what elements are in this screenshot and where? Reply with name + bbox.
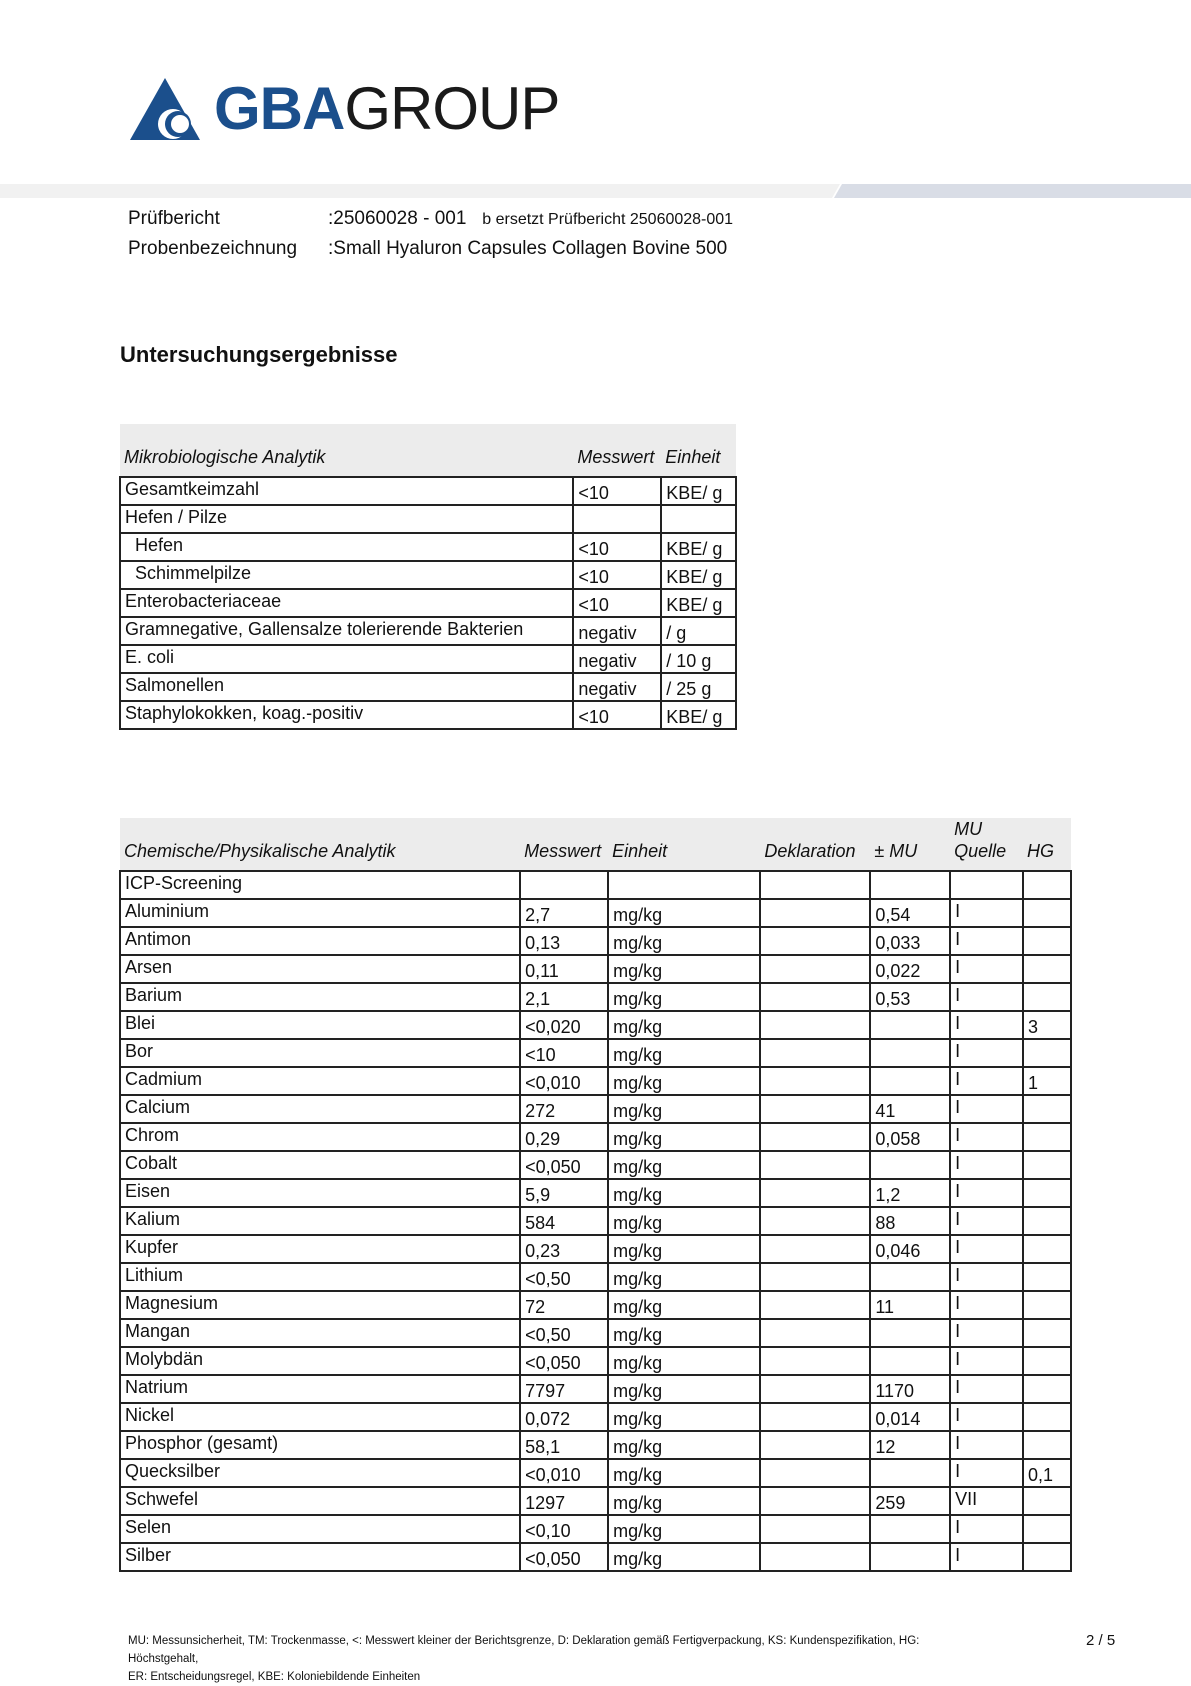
chem-cell-name: Kupfer [120,1235,520,1263]
micro-cell-unit: KBE/ g [661,533,736,561]
chem-cell-mu-source: I [950,983,1023,1011]
chem-cell-mu-source: I [950,927,1023,955]
table-row [120,1011,1071,1039]
chem-cell-name: Antimon [120,927,520,955]
chem-cell-hg [1023,1263,1071,1291]
chem-cell-value: <0,10 [520,1515,608,1543]
micro-cell-unit: / 25 g [661,673,736,701]
chem-cell-declaration [760,927,870,955]
chem-cell-hg [1023,1123,1071,1151]
chem-cell-value: <0,010 [520,1459,608,1487]
chem-cell-name: Bor [120,1039,520,1067]
table-row [120,1431,1071,1459]
micro-cell-unit: KBE/ g [661,701,736,729]
chem-cell-mu: 0,022 [870,955,950,983]
chem-cell-value: 5,9 [520,1179,608,1207]
chem-cell-name: Cadmium [120,1067,520,1095]
chem-cell-name: Arsen [120,955,520,983]
table-row [120,1487,1071,1515]
chem-cell-unit: mg/kg [608,1431,760,1459]
chem-cell-mu: 11 [870,1291,950,1319]
chem-cell-unit: mg/kg [608,899,760,927]
chem-cell-mu [870,1011,950,1039]
chem-cell-declaration [760,1543,870,1571]
chem-cell-name: Cobalt [120,1151,520,1179]
table-row [120,673,736,701]
table-row [120,645,736,673]
chem-header-mu-source: MU Quelle [950,818,1023,871]
chem-cell-mu [870,1263,950,1291]
chem-cell-mu-source: VII [950,1487,1023,1515]
chem-cell-unit: mg/kg [608,1095,760,1123]
chem-cell-mu: 0,014 [870,1403,950,1431]
chem-cell-declaration [760,899,870,927]
table-row [120,1067,1071,1095]
chem-cell-mu: 0,53 [870,983,950,1011]
chem-cell-declaration [760,1347,870,1375]
chem-cell-name: Phosphor (gesamt) [120,1431,520,1459]
chem-cell-name: Magnesium [120,1291,520,1319]
chem-cell-declaration [760,1151,870,1179]
chem-cell-hg [1023,927,1071,955]
micro-cell-name: Hefen [120,533,573,561]
chem-cell-name: Mangan [120,1319,520,1347]
chem-cell-unit: mg/kg [608,1291,760,1319]
section-title: Untersuchungsergebnisse [120,342,398,367]
chem-cell-mu-source: I [950,1347,1023,1375]
chem-cell-value: 0,13 [520,927,608,955]
chem-cell-mu-source: I [950,1123,1023,1151]
chem-cell-name: Eisen [120,1179,520,1207]
chem-cell-hg: 3 [1023,1011,1071,1039]
chem-cell-mu-source: I [950,899,1023,927]
chem-cell-hg [1023,1347,1071,1375]
chem-cell-value: <0,50 [520,1319,608,1347]
chem-cell-mu: 41 [870,1095,950,1123]
table-row [120,1515,1071,1543]
micro-header-row [120,424,736,477]
micro-cell-value: negativ [573,673,661,701]
micro-cell-unit: KBE/ g [661,477,736,505]
chem-cell-mu [870,1067,950,1095]
chem-cell-value: <0,050 [520,1543,608,1571]
table-row [120,1207,1071,1235]
chem-cell-unit: mg/kg [608,1179,760,1207]
chem-cell-value: 584 [520,1207,608,1235]
table-row [120,899,1071,927]
chem-cell-value: <0,050 [520,1151,608,1179]
chem-cell-unit: mg/kg [608,1235,760,1263]
chem-cell-hg [1023,1039,1071,1067]
table-row [120,983,1071,1011]
chem-cell-declaration [760,1067,870,1095]
chem-cell-name: Natrium [120,1375,520,1403]
chem-header-row [120,818,1071,871]
footer-line-2: ER: Entscheidungsregel, KBE: Koloniebildende Einheiten [128,1671,421,1683]
micro-header-value: Messwert [573,424,661,477]
chem-cell-declaration [760,1011,870,1039]
table-row [120,1235,1071,1263]
micro-header-analysis: Mikrobiologische Analytik [120,424,573,477]
chem-cell-value: 2,7 [520,899,608,927]
chem-cell-unit: mg/kg [608,1487,760,1515]
micro-cell-unit: KBE/ g [661,589,736,617]
chem-cell-value: 0,11 [520,955,608,983]
chem-cell-declaration [760,1095,870,1123]
chem-cell-unit: mg/kg [608,1459,760,1487]
chem-cell-declaration [760,1179,870,1207]
footer-line-1: MU: Messunsicherheit, TM: Trockenmasse, <: Messwert kleiner der Berichtsgrenze, D: Deklaration gemäß Fertigverpackung, KS: Kundenspezifikation, HG: Höchstgehalt, [128,1635,920,1665]
report-number: :25060028 - 001 b ersetzt Prüfbericht 25060028-001 [328,208,734,229]
table-row [120,477,736,505]
chem-cell-name: Quecksilber [120,1459,520,1487]
table-row [120,1543,1071,1571]
table-row [120,871,1071,899]
chem-cell-declaration [760,1039,870,1067]
chem-cell-hg [1023,1543,1071,1571]
chem-cell-unit: mg/kg [608,1011,760,1039]
chem-cell-unit: mg/kg [608,1403,760,1431]
table-row [120,533,736,561]
chem-cell-hg [1023,1179,1071,1207]
gba-triangle-logo-icon [130,78,200,140]
chem-cell-mu-source: I [950,1151,1023,1179]
chem-cell-mu: 0,54 [870,899,950,927]
micro-cell-unit [661,505,736,533]
table-row [120,955,1071,983]
table-row [120,1095,1071,1123]
chem-cell-mu: 12 [870,1431,950,1459]
chem-cell-mu: 0,046 [870,1235,950,1263]
chem-cell-value: <0,50 [520,1263,608,1291]
chem-cell-mu-source: I [950,1515,1023,1543]
chem-cell-hg [1023,1431,1071,1459]
table-row [120,1375,1071,1403]
sample-name: :Small Hyaluron Capsules Collagen Bovine 500 [328,238,728,259]
micro-cell-value: <10 [573,477,661,505]
chem-cell-declaration [760,1123,870,1151]
chem-cell-unit: mg/kg [608,927,760,955]
chem-cell-hg [1023,1095,1071,1123]
chem-cell-unit: mg/kg [608,955,760,983]
chem-cell-name: Barium [120,983,520,1011]
chem-cell-declaration [760,1403,870,1431]
table-row [120,1403,1071,1431]
table-row [120,589,736,617]
table-row [120,1039,1071,1067]
chem-cell-mu: 0,033 [870,927,950,955]
chem-cell-declaration [760,1431,870,1459]
chem-cell-unit: mg/kg [608,1263,760,1291]
chem-cell-declaration [760,1375,870,1403]
chem-cell-name: Calcium [120,1095,520,1123]
chem-header-value: Messwert [520,818,608,871]
chem-cell-mu [870,1347,950,1375]
chem-cell-hg [1023,899,1071,927]
chem-cell-hg [1023,1235,1071,1263]
table-row [120,505,736,533]
chem-cell-name: Schwefel [120,1487,520,1515]
chem-cell-declaration [760,955,870,983]
chem-cell-mu-source [950,871,1023,899]
chem-cell-mu-source: I [950,1179,1023,1207]
chem-cell-mu: 1170 [870,1375,950,1403]
chem-cell-mu-source: I [950,1431,1023,1459]
chem-cell-declaration [760,1459,870,1487]
chem-cell-value: <0,020 [520,1011,608,1039]
chem-cell-mu-source: I [950,955,1023,983]
micro-cell-unit: KBE/ g [661,561,736,589]
chem-cell-hg [1023,1291,1071,1319]
chem-cell-mu: 259 [870,1487,950,1515]
chem-cell-name: Lithium [120,1263,520,1291]
chem-cell-value: 7797 [520,1375,608,1403]
chem-cell-name: Aluminium [120,899,520,927]
chem-cell-hg: 0,1 [1023,1459,1071,1487]
chem-cell-declaration [760,1515,870,1543]
chem-cell-unit: mg/kg [608,1123,760,1151]
chem-table [119,818,1072,1572]
chem-cell-name: ICP-Screening [120,871,520,899]
chem-cell-value: 272 [520,1095,608,1123]
company-logo [130,74,559,144]
chem-cell-name: Kalium [120,1207,520,1235]
chem-cell-mu [870,1151,950,1179]
chem-cell-hg [1023,955,1071,983]
table-row [120,1151,1071,1179]
micro-cell-unit: / 10 g [661,645,736,673]
chem-cell-mu-source: I [950,1291,1023,1319]
chem-cell-hg [1023,1319,1071,1347]
chem-cell-declaration [760,1319,870,1347]
chem-cell-unit: mg/kg [608,1207,760,1235]
footer-legend [128,1632,988,1686]
micro-cell-value: negativ [573,645,661,673]
micro-cell-name: Salmonellen [120,673,573,701]
chem-cell-declaration [760,871,870,899]
table-row [120,1263,1071,1291]
micro-header-unit: Einheit [661,424,736,477]
chem-cell-hg [1023,1151,1071,1179]
micro-table [119,424,737,730]
micro-cell-name: Hefen / Pilze [120,505,573,533]
chem-cell-unit: mg/kg [608,1319,760,1347]
chem-cell-mu [870,1459,950,1487]
chem-cell-unit [608,871,760,899]
micro-cell-name: Gesamtkeimzahl [120,477,573,505]
table-row [120,1291,1071,1319]
chem-cell-declaration [760,1263,870,1291]
chem-cell-mu-source: I [950,1067,1023,1095]
chem-cell-name: Nickel [120,1403,520,1431]
chem-cell-mu [870,1319,950,1347]
chem-cell-hg: 1 [1023,1067,1071,1095]
header-band [0,184,1191,198]
chem-cell-unit: mg/kg [608,983,760,1011]
chem-cell-value: 0,29 [520,1123,608,1151]
chem-cell-mu-source: I [950,1459,1023,1487]
chem-cell-value: 2,1 [520,983,608,1011]
report-replaces: b ersetzt Prüfbericht 25060028-001 [482,211,734,228]
chem-cell-value: <10 [520,1039,608,1067]
chem-cell-declaration [760,1487,870,1515]
table-row [120,927,1071,955]
table-row [120,1347,1071,1375]
micro-cell-value: negativ [573,617,661,645]
table-row [120,1179,1071,1207]
chem-cell-name: Silber [120,1543,520,1571]
chem-cell-hg [1023,1487,1071,1515]
chem-cell-hg [1023,1403,1071,1431]
micro-cell-name: Schimmelpilze [120,561,573,589]
micro-cell-value: <10 [573,701,661,729]
chem-cell-mu-source: I [950,1207,1023,1235]
chem-cell-mu-source: I [950,1039,1023,1067]
chem-cell-declaration [760,1291,870,1319]
chem-cell-value: 0,072 [520,1403,608,1431]
chem-cell-declaration [760,1235,870,1263]
chem-cell-mu-source: I [950,1263,1023,1291]
chem-cell-hg [1023,871,1071,899]
chem-cell-unit: mg/kg [608,1039,760,1067]
chem-cell-mu [870,1515,950,1543]
table-row [120,701,736,729]
chem-cell-unit: mg/kg [608,1543,760,1571]
chem-header-hg: HG [1023,818,1071,871]
logo-wordmark: GBAGROUP [214,75,560,142]
chem-cell-unit: mg/kg [608,1347,760,1375]
report-label: Prüfbericht [128,208,220,229]
chem-header-analysis: Chemische/Physikalische Analytik [120,818,520,871]
chem-cell-value: 58,1 [520,1431,608,1459]
chem-cell-value: 0,23 [520,1235,608,1263]
micro-cell-name: E. coli [120,645,573,673]
chem-cell-mu: 88 [870,1207,950,1235]
micro-cell-unit: / g [661,617,736,645]
chem-cell-hg [1023,1207,1071,1235]
chem-cell-unit: mg/kg [608,1515,760,1543]
table-row [120,561,736,589]
chem-cell-name: Selen [120,1515,520,1543]
chem-header-unit: Einheit [608,818,760,871]
chem-cell-value: <0,010 [520,1067,608,1095]
sample-label: Probenbezeichnung [128,238,298,259]
chem-cell-mu: 0,058 [870,1123,950,1151]
chem-cell-unit: mg/kg [608,1151,760,1179]
chem-cell-value [520,871,608,899]
micro-cell-value [573,505,661,533]
table-row [120,1319,1071,1347]
chem-cell-hg [1023,983,1071,1011]
chem-header-declaration: Deklaration [760,818,870,871]
micro-cell-name: Gramnegative, Gallensalze tolerierende Bakterien [120,617,573,645]
chem-cell-value: <0,050 [520,1347,608,1375]
chem-cell-unit: mg/kg [608,1067,760,1095]
chem-cell-hg [1023,1515,1071,1543]
chem-cell-value: 1297 [520,1487,608,1515]
table-row [120,1123,1071,1151]
chem-cell-mu [870,1039,950,1067]
chem-header-mu: ± MU [870,818,950,871]
chem-cell-unit: mg/kg [608,1375,760,1403]
chem-cell-mu: 1,2 [870,1179,950,1207]
micro-cell-value: <10 [573,561,661,589]
chem-cell-declaration [760,983,870,1011]
table-row [120,617,736,645]
chem-cell-mu-source: I [950,1011,1023,1039]
chem-cell-mu-source: I [950,1375,1023,1403]
chem-cell-declaration [760,1207,870,1235]
chem-cell-name: Molybdän [120,1347,520,1375]
chem-cell-name: Chrom [120,1123,520,1151]
micro-cell-value: <10 [573,589,661,617]
table-row [120,1459,1071,1487]
chem-cell-mu-source: I [950,1543,1023,1571]
micro-cell-value: <10 [573,533,661,561]
chem-cell-mu [870,1543,950,1571]
chem-cell-mu-source: I [950,1319,1023,1347]
chem-cell-mu-source: I [950,1403,1023,1431]
page-number: 2 / 5 [1086,1632,1116,1649]
chem-cell-name: Blei [120,1011,520,1039]
micro-cell-name: Enterobacteriaceae [120,589,573,617]
chem-cell-mu-source: I [950,1235,1023,1263]
chem-cell-hg [1023,1375,1071,1403]
chem-cell-mu [870,871,950,899]
micro-cell-name: Staphylokokken, koag.-positiv [120,701,573,729]
chem-cell-mu-source: I [950,1095,1023,1123]
chem-cell-value: 72 [520,1291,608,1319]
